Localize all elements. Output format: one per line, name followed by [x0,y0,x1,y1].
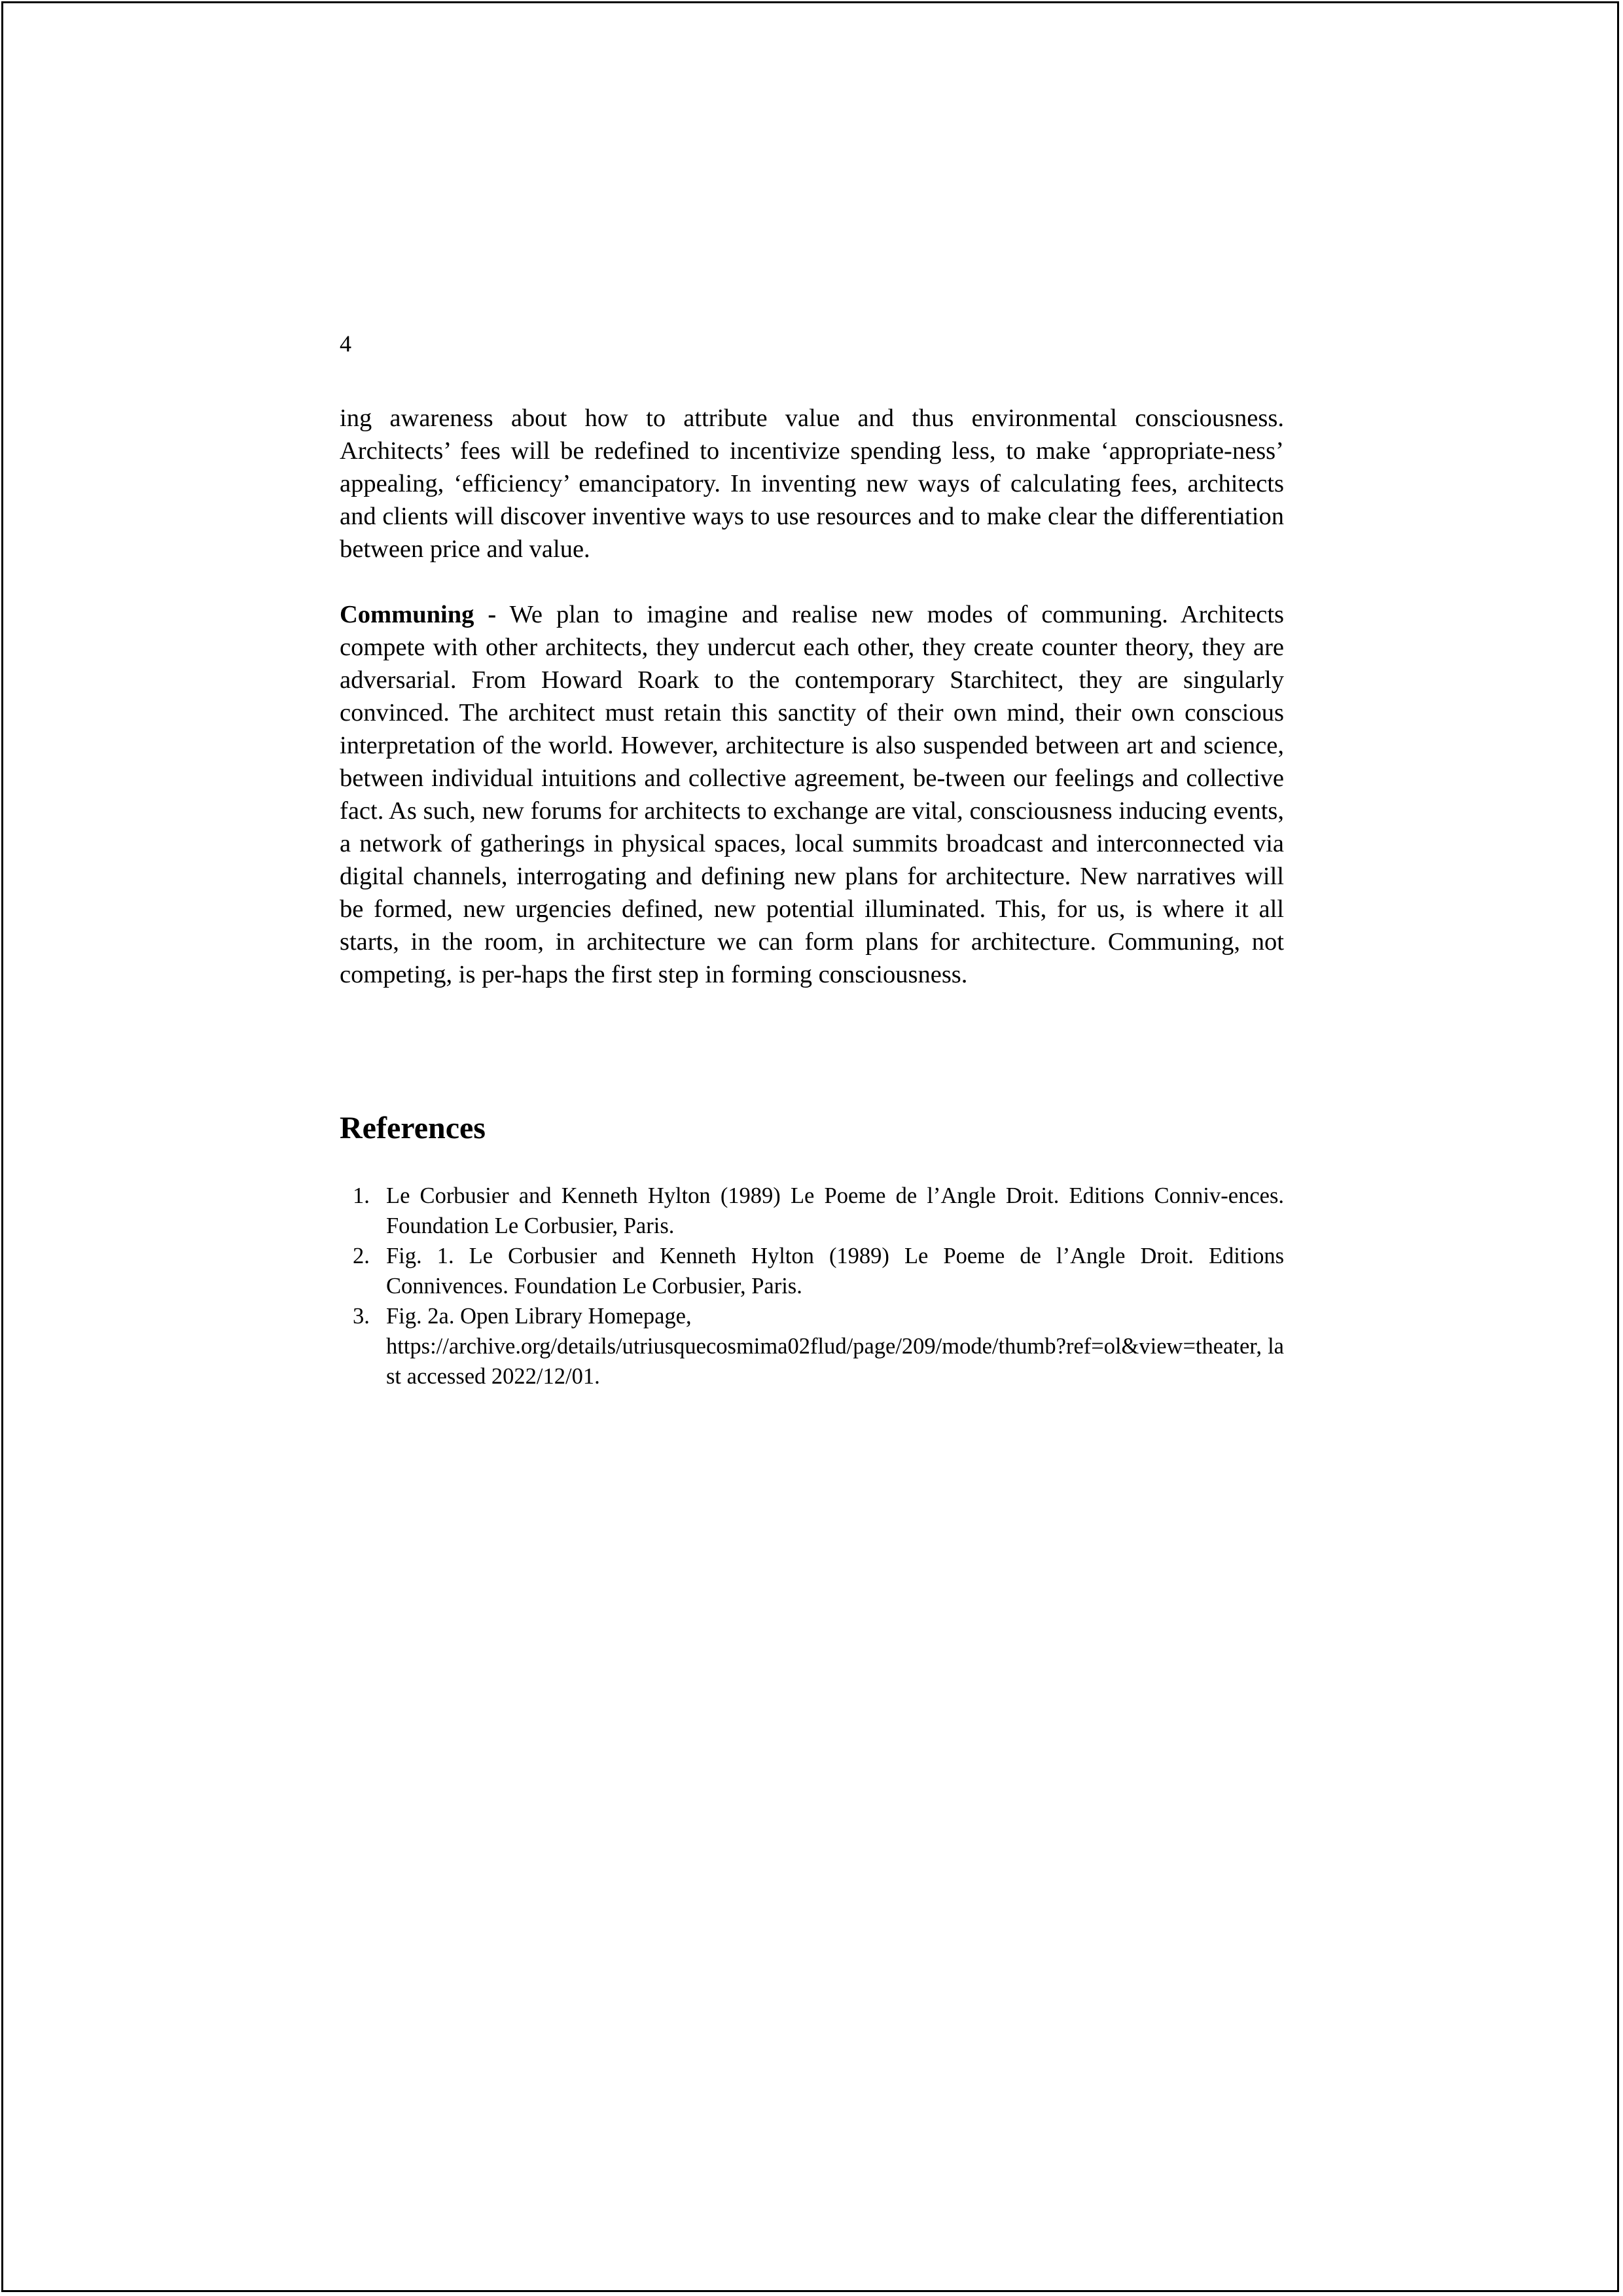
body-paragraph-2-text: We plan to imagine and realise new modes of communing. Architects compete with other architects, they undercut each other, they create counter theory, they are adversarial. From Howard Roark to the contemporary Starchitect, they are singularly convinced. The architect must retain this sanctity of their own mind, their own conscious interpretation of the world. However, architecture is also suspended between art and science, between individual intuitions and collective agreement, be-tween our feelings and collective fact. As such, new forums for architects to exchange are vital, consciousness inducing events, a network of gatherings in physical spaces, local summits broadcast and interconnected via digital channels, interrogating and defining new plans for architecture. New narratives will be formed, new urgencies defined, new potential illuminated. This, for us, is where it all starts, in the room, in architecture we can form plans for architecture. Communing, not competing, is per-haps the first step in forming consciousness. [340,601,1284,988]
reference-number: 3. [353,1304,370,1329]
reference-url[interactable]: https://archive.org/details/utriusquecosmima02flud/page/209/mode/thumb?ref=ol&view=theater, last accessed 2022/12/01. [386,1334,1284,1389]
page-content [340,327,1284,1391]
reference-number: 1. [353,1183,370,1208]
body-paragraph-1: ing awareness about how to attribute value and thus environmental consciousness. Architects’ fees will be redefined to incentivize spending less, to make ‘appropriate-ness’ appealing, ‘efficiency’ emancipatory. In inventing new ways of calculating fees, architects and clients will discover inventive ways to use resources and to make clear the differentiation between price and value. [340,404,1284,563]
reference-item [340,1301,1284,1391]
reference-text: Le Corbusier and Kenneth Hylton (1989) Le Poeme de l’Angle Droit. Editions Conniv-ences. Foundation Le Corbusier, Paris. [386,1183,1284,1238]
references-heading: References [340,1111,486,1145]
paragraph-lead-term: Communing - [340,601,497,628]
page-number: 4 [340,331,351,357]
reference-item [340,1241,1284,1301]
reference-text: Fig. 1. Le Corbusier and Kenneth Hylton (1989) Le Poeme de l’Angle Droit. Editions Connivences. Foundation Le Corbusier, Paris. [386,1244,1284,1299]
references-list [340,1181,1284,1391]
body-paragraph-2 [340,598,1284,991]
reference-text: Fig. 2a. Open Library Homepage, [386,1304,692,1329]
reference-item [340,1181,1284,1241]
reference-number: 2. [353,1244,370,1268]
